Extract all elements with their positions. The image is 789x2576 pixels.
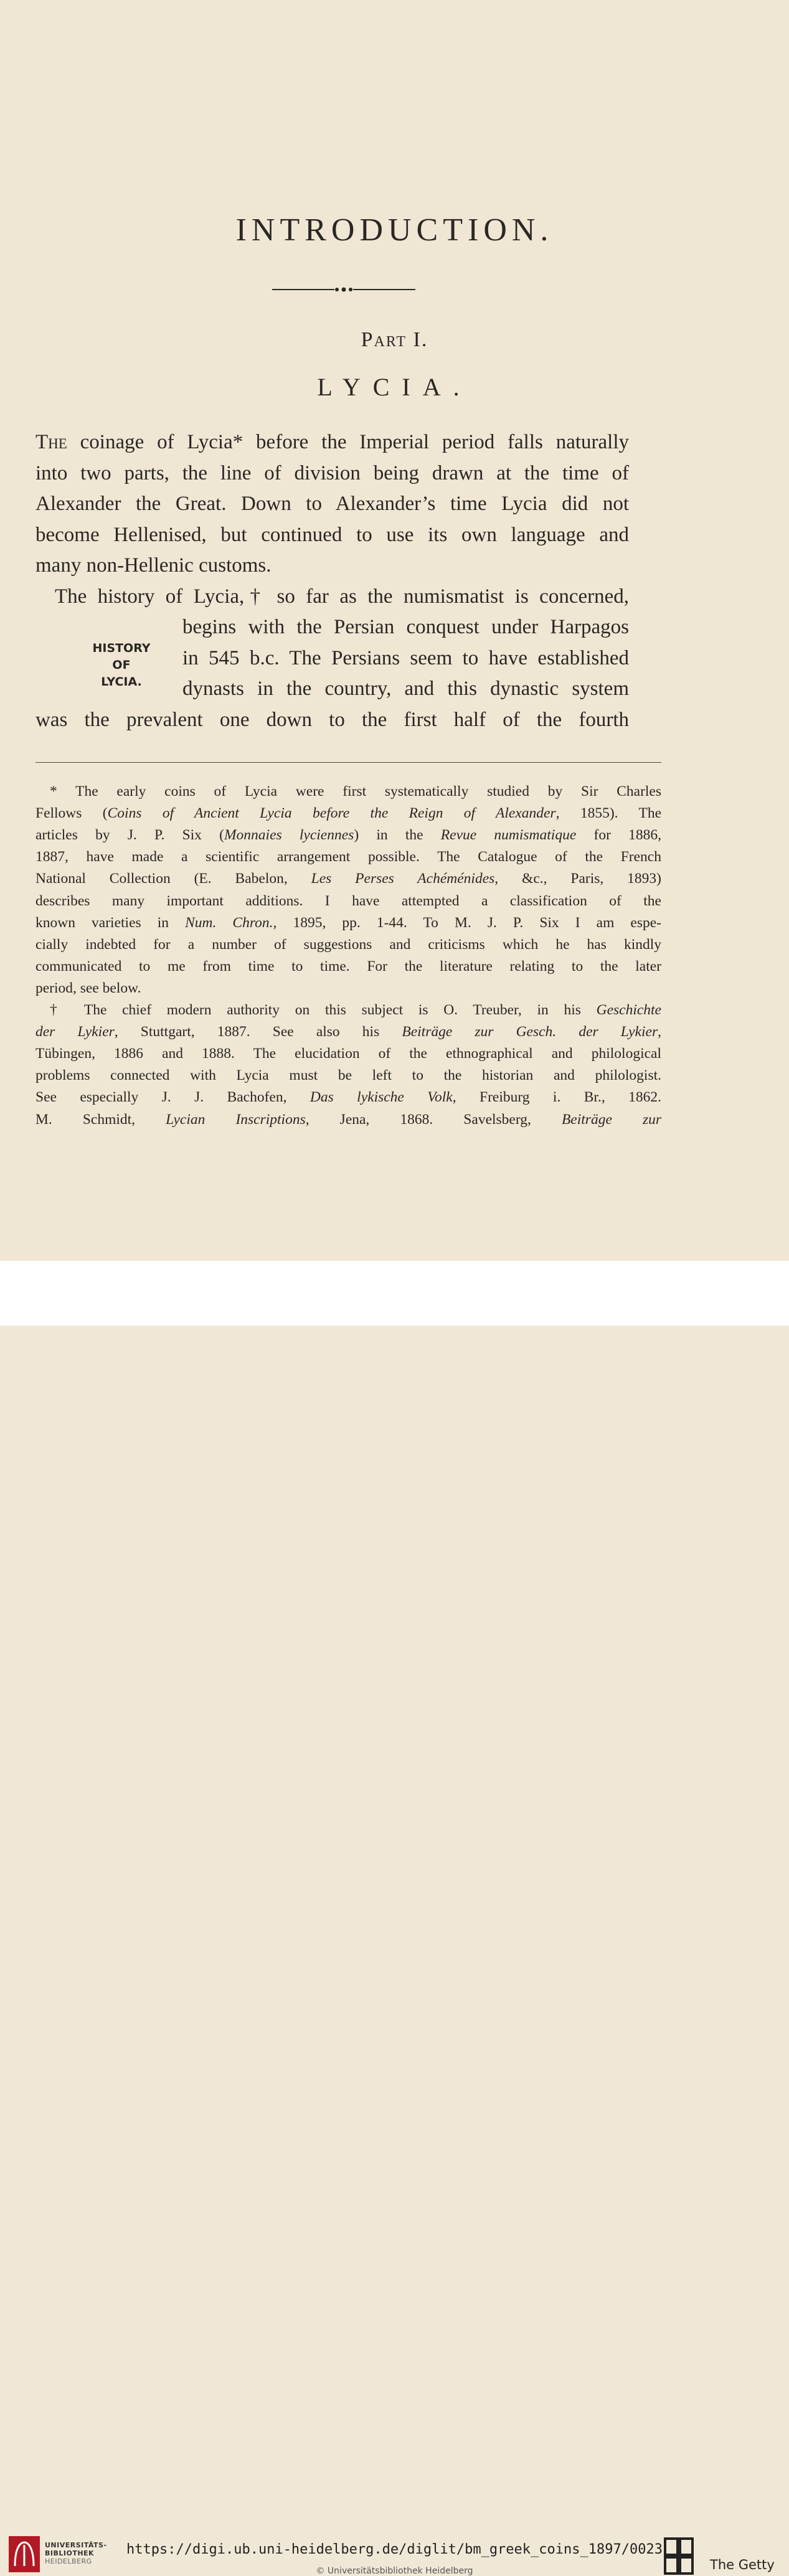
- page-url-link[interactable]: https://digi.ub.uni-heidelberg.de/diglit/bm_greek_coins_1897/0023: [126, 2542, 663, 2557]
- footnote-line: 1887, have made a scientific arrangement possible. The Catalogue of the French: [35, 849, 661, 865]
- footnote-italic: Beiträge zur: [561, 1111, 661, 1128]
- footnote-italic: Monnaies lyciennes: [224, 827, 354, 843]
- copyright-text: © Universitätsbibliothek Heidelberg: [316, 2566, 473, 2576]
- footnote-italic: Revue numismatique: [440, 827, 577, 843]
- footnote-line: articles by J. P. Six (Monnaies lyciennes) in the Revue numismatique for 1886,: [35, 827, 661, 843]
- body-line-text: into two parts, the line of division being drawn at the time of: [35, 462, 629, 484]
- body-line-text: coinage of Lycia* before the Imperial period falls naturally: [67, 431, 629, 453]
- body-line: [35, 710, 629, 730]
- footnote-line: * The early coins of Lycia were first systematically studied by Sir Charles: [50, 783, 661, 800]
- section-heading: LYCIA.: [317, 373, 472, 401]
- library-name-line: HEIDELBERG: [45, 2557, 92, 2565]
- body-line-text: The history of Lycia,† so far as the numismatist is concerned,: [55, 585, 629, 608]
- body-line: [35, 432, 629, 453]
- footnote-line: See especially J. J. Bachofen, Das lykische Volk, Freiburg i. Br., 1862.: [35, 1089, 661, 1105]
- body-line-text: many non-Hellenic customs.: [35, 554, 272, 577]
- partner-name: The Getty: [710, 2557, 775, 2572]
- body-line-text: was the prevalent one down to the first half of the fourth: [35, 709, 629, 731]
- body-line-text: dynasts in the country, and this dynastic system: [182, 677, 629, 700]
- margin-note-line: LYCIA.: [101, 675, 142, 689]
- footnote-line: † The chief modern authority on this subject is O. Treuber, in his Geschichte: [50, 1002, 661, 1018]
- footnote-line: describes many important additions. I have attempted a classification of the: [35, 893, 661, 909]
- body-line: [35, 525, 629, 545]
- library-name-line: UNIVERSITÄTS-: [45, 2541, 107, 2549]
- footnote-italic: Geschichte: [596, 1002, 661, 1018]
- body-line: [182, 648, 629, 669]
- footnote-italic: Les Perses Achéménides: [311, 870, 495, 887]
- scanned-page: [0, 0, 789, 1261]
- body-line: [55, 587, 629, 607]
- footnote-line: Tübingen, 1886 and 1888. The elucidation of the ethnographical and philological: [35, 1045, 661, 1062]
- body-line: [35, 463, 629, 484]
- footnote-italic: der Lykier: [35, 1024, 115, 1040]
- library-name-line: BIBLIOTHEK: [45, 2549, 95, 2557]
- footnote-italic: Lycian Inscriptions: [166, 1111, 306, 1128]
- part-heading: Part I.: [361, 328, 428, 351]
- body-line: [35, 555, 272, 576]
- footnote-line: communicated to me from time to time. For the literature relating to the later: [35, 958, 661, 974]
- body-line-text: Alexander the Great. Down to Alexander’s time Lycia did not: [35, 493, 629, 515]
- margin-note-line: HISTORY: [92, 641, 151, 655]
- margin-note: [69, 640, 174, 691]
- body-line: [35, 494, 629, 514]
- footnote-line: National Collection (E. Babelon, Les Perses Achéménides, &c., Paris, 1893): [35, 870, 661, 887]
- viewer-footer: [0, 1261, 789, 2576]
- body-line-text: begins with the Persian conquest under Harpagos: [182, 616, 629, 638]
- footnote-italic: Beiträge zur Gesch. der Lykier: [402, 1024, 658, 1040]
- footnote-italic: Num. Chron.: [185, 915, 273, 931]
- footnote-line: period, see below.: [35, 980, 141, 996]
- lead-word: The: [35, 431, 67, 453]
- footnote-rule: [35, 762, 661, 763]
- footnote-line: der Lykier, Stuttgart, 1887. See also his Beiträge zur Gesch. der Lykier,: [35, 1024, 661, 1040]
- body-line-text: become Hellenised, but continued to use its own language and: [35, 524, 629, 546]
- margin-note-line: OF: [112, 658, 131, 672]
- body-line: [182, 679, 629, 699]
- footnote-line: Fellows (Coins of Ancient Lycia before the Reign of Alexander, 1855). The: [35, 805, 661, 821]
- footnote-line: problems connected with Lycia must be left to the historian and philologist.: [35, 1067, 661, 1083]
- footnote-italic: Coins of Ancient Lycia before the Reign of Alexander: [107, 805, 556, 821]
- footnote-line: known varieties in Num. Chron., 1895, pp. 1-44. To M. J. P. Six I am espe-: [35, 915, 662, 931]
- page-title: INTRODUCTION.: [235, 212, 554, 248]
- body-line: [182, 617, 629, 638]
- footnote-italic: Das lykische Volk: [309, 1089, 453, 1105]
- footnote-line: cially indebted for a number of suggestions and criticisms which he has kindly: [35, 937, 661, 953]
- footnote-line: M. Schmidt, Lycian Inscriptions, Jena, 1868. Savelsberg, Beiträge zur: [35, 1111, 661, 1128]
- ornament-divider: [272, 285, 415, 294]
- getty-logo-icon: [664, 2537, 694, 2575]
- body-line-text: in 545 b.c. The Persians seem to have established: [182, 647, 629, 669]
